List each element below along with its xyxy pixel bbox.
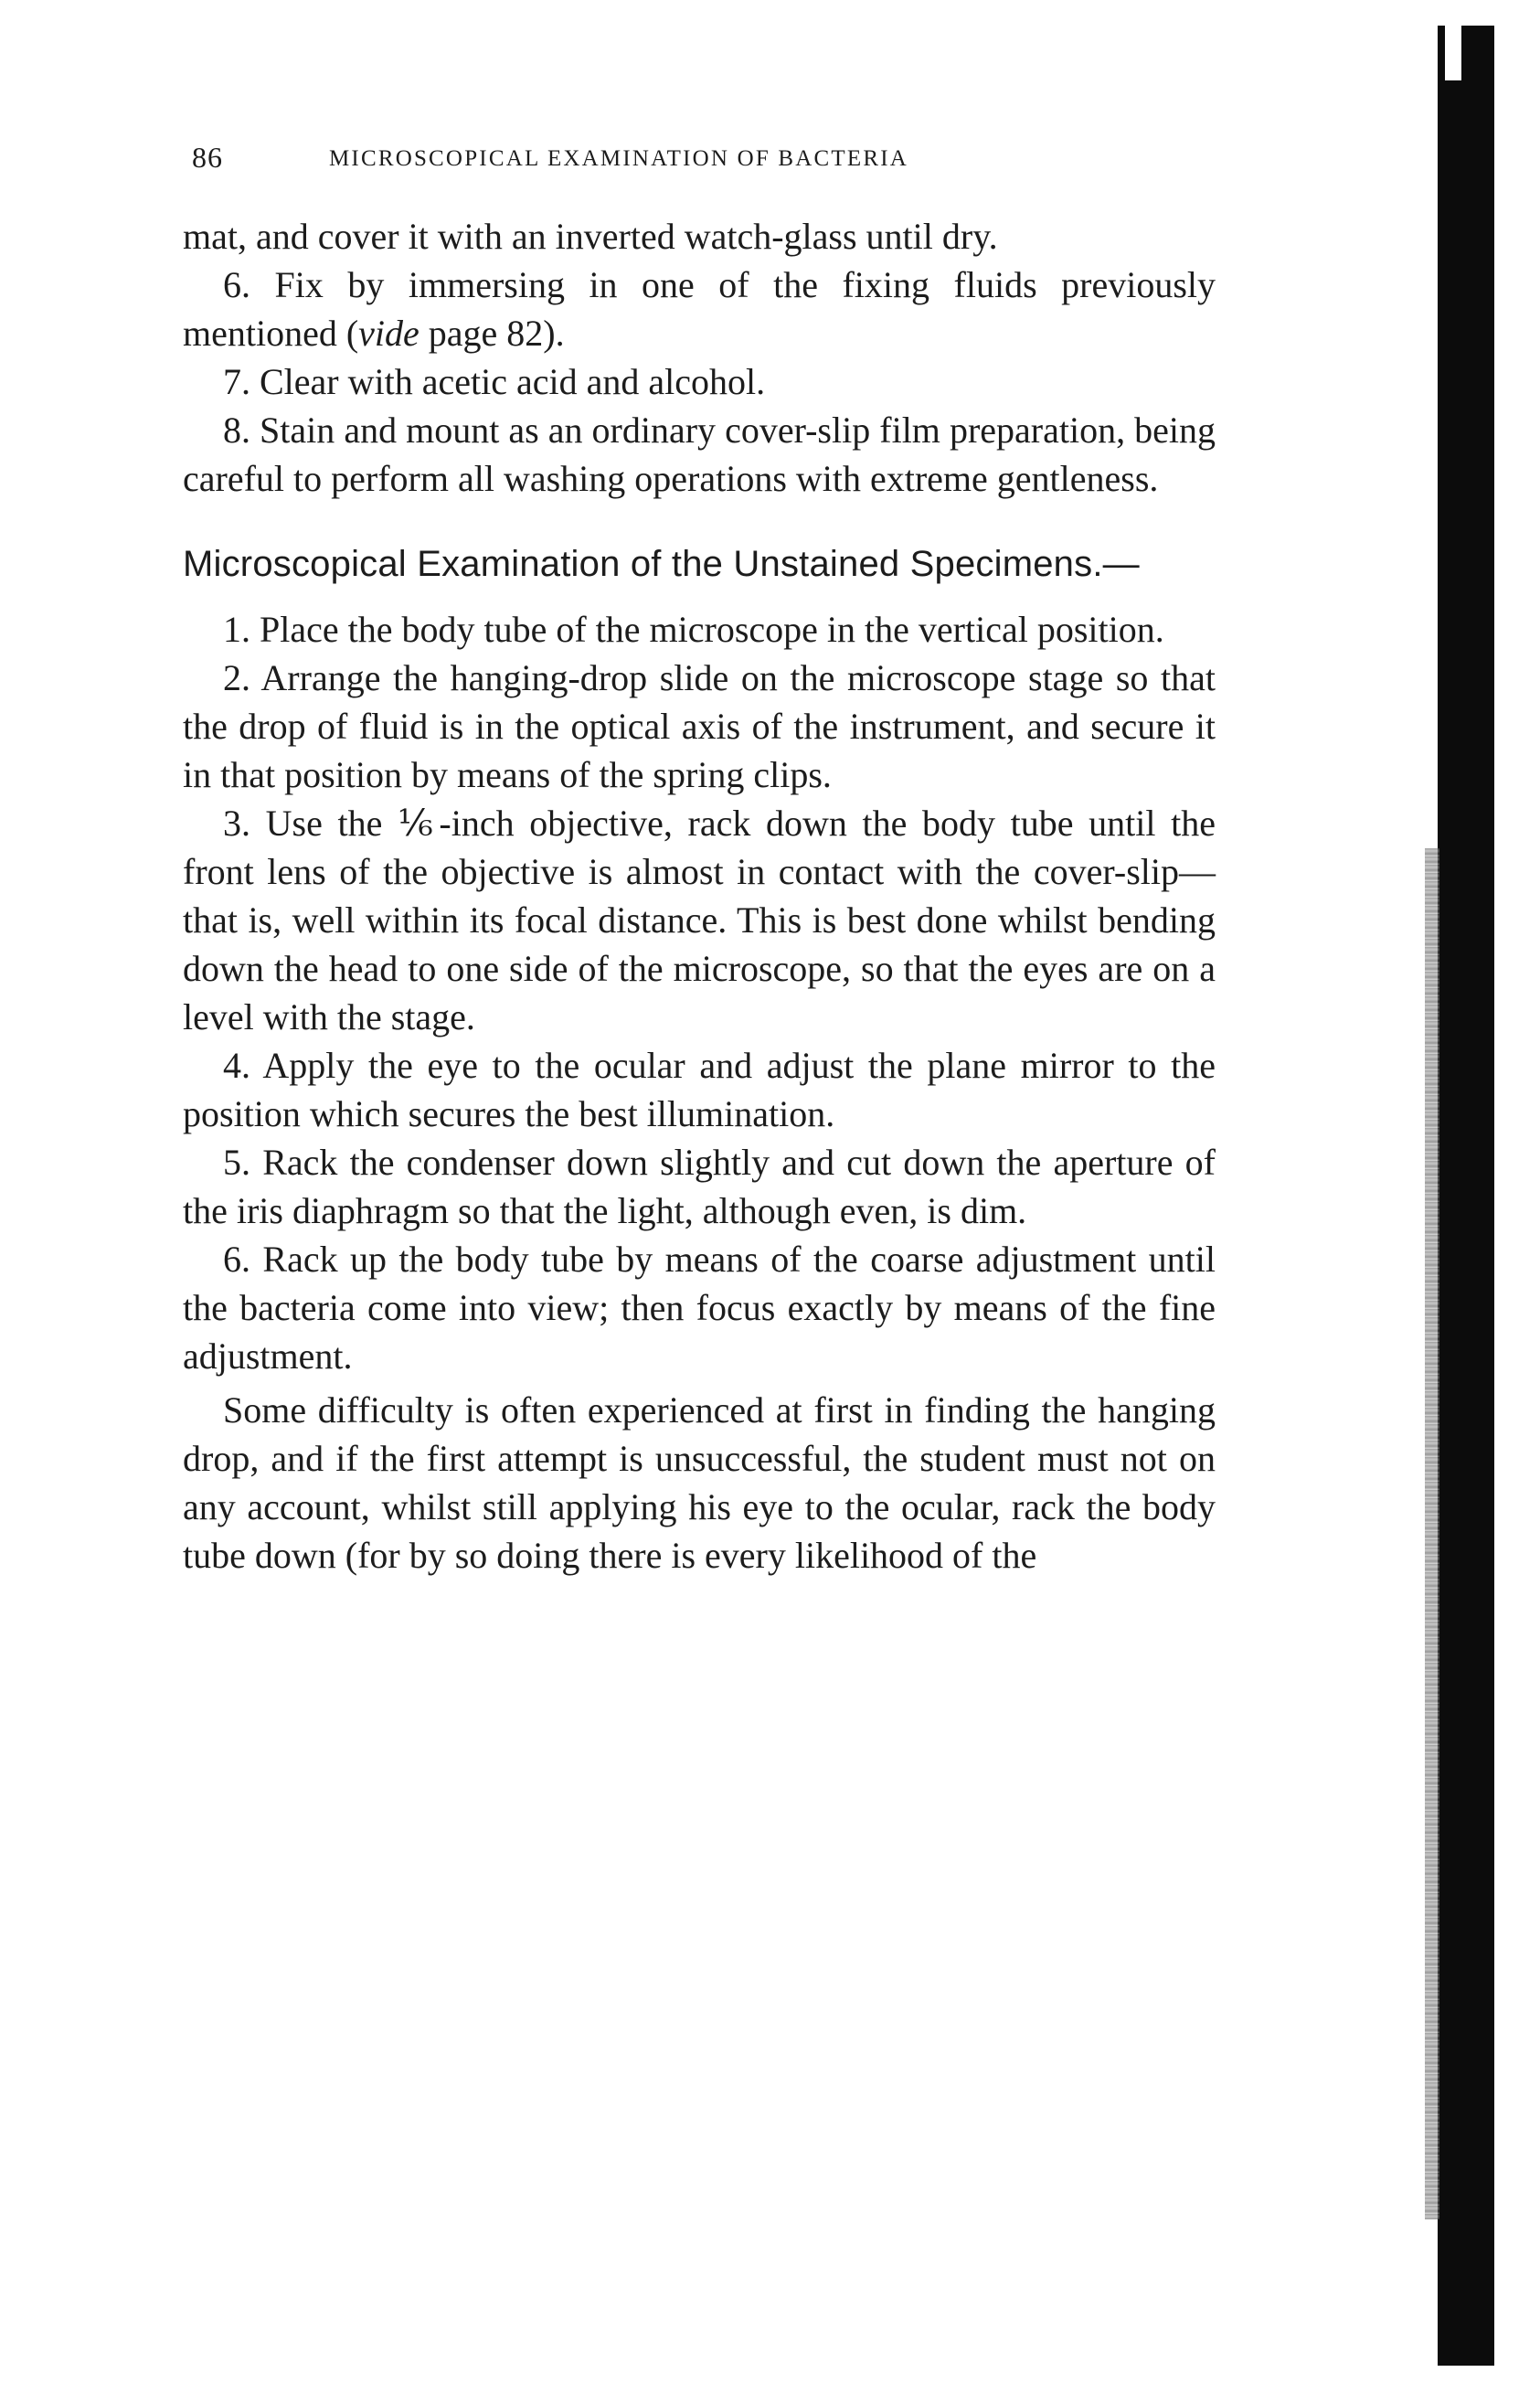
closing-paragraph: Some difficulty is often experienced at first in finding the hanging drop, and if the first attempt is unsuccessful, the student must not on any account, whilst still applying his eye to the ocular, rack the body tube down (for by so doing there is every likelihood of the bbox=[183, 1389, 1216, 1576]
staining-step bbox=[183, 406, 1216, 503]
page-body bbox=[183, 212, 1216, 1580]
binding-shadow-gap bbox=[1445, 26, 1461, 80]
step-text: Use the ⅙-inch objective, rack down the body tube until the front lens of the objective is almost in contact with the cover-slip—that is, well within its focal distance. This is best done whilst bending down the head to one side of the microscope, so that the eyes are on a level with the stage. bbox=[183, 803, 1216, 1037]
procedure-step bbox=[183, 1235, 1216, 1380]
page-edge-binding-shadow bbox=[1438, 26, 1494, 2366]
fixing-step bbox=[183, 261, 1216, 357]
step-text-italic: vide bbox=[358, 313, 420, 354]
step-text: Rack up the body tube by means of the coarse adjustment until the bacteria come into view; then focus exactly by means of the fine adjustment. bbox=[183, 1239, 1216, 1377]
procedure-step bbox=[183, 605, 1216, 654]
step-number: 3. bbox=[223, 803, 250, 844]
step-number: 2. bbox=[223, 657, 250, 698]
step-number: 6. bbox=[223, 1239, 250, 1280]
procedure-step bbox=[183, 1041, 1216, 1138]
step-text: Clear with acetic acid and alcohol. bbox=[260, 361, 766, 402]
step-text: Apply the eye to the ocular and adjust the plane mirror to the position which secures the best illumination. bbox=[183, 1045, 1216, 1134]
step-number: 4. bbox=[223, 1045, 250, 1086]
continued-step-content: mat, and cover it with an inverted watch-glass until dry. bbox=[183, 216, 998, 257]
step-number: 8. bbox=[223, 410, 250, 451]
step-text: Fix by immersing in one of the fixing fluids previously mentioned ( bbox=[183, 264, 1216, 354]
step-text: Rack the condenser down slightly and cut down the aperture of the iris diaphragm so that the light, although even, is dim. bbox=[183, 1142, 1216, 1231]
step-number: 6. bbox=[223, 264, 250, 305]
page-header bbox=[192, 139, 1225, 185]
step-number: 7. bbox=[223, 361, 250, 402]
section-spacer bbox=[183, 503, 1216, 539]
clearing-step bbox=[183, 357, 1216, 406]
procedure-step bbox=[183, 1138, 1216, 1235]
binding-shadow-ridge bbox=[1425, 848, 1439, 2219]
page-number: 86 bbox=[192, 141, 223, 174]
step-number: 1. bbox=[223, 609, 250, 650]
step-text: Stain and mount as an ordinary cover-slip film preparation, being careful to perform all washing operations with extreme gentleness. bbox=[183, 410, 1216, 499]
step-text: Place the body tube of the microscope in the vertical position. bbox=[260, 609, 1164, 650]
procedure-step bbox=[183, 654, 1216, 799]
section-heading: Microscopical Examination of the Unstained Specimens.— bbox=[183, 544, 1140, 584]
procedure-step bbox=[183, 799, 1216, 1041]
running-title: MICROSCOPICAL EXAMINATION OF BACTERIA bbox=[329, 146, 908, 171]
step-number: 5. bbox=[223, 1142, 250, 1183]
continued-step-text bbox=[183, 212, 1216, 261]
heading-spacer bbox=[183, 589, 1216, 605]
step-text-continued: page 82). bbox=[419, 313, 565, 354]
step-text: Arrange the hanging-drop slide on the microscope stage so that the drop of fluid is in the optical axis of the instrument, and secure it in that position by means of the spring clips. bbox=[183, 657, 1216, 795]
